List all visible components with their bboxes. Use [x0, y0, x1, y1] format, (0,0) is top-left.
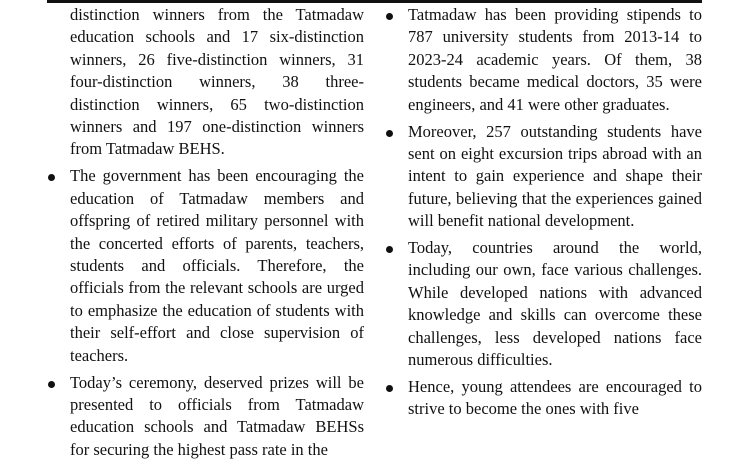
left-column [46, 4, 364, 466]
top-rule [47, 0, 702, 3]
bullet-dot-icon [386, 13, 393, 20]
bullet-dot-icon [386, 246, 393, 253]
bullet-dot-icon [386, 385, 393, 392]
bullet-paragraph [384, 237, 702, 371]
bullet-paragraph [384, 376, 702, 421]
paragraph-text: Today, countries around the world, including our own, face various challenges. While developed nations with advanced knowledge and skills can overcome these challenges, less developed nations face numerous difficulties. [408, 238, 702, 370]
paragraph-text: distinction winners from the Tatmadaw education schools and 17 six-distinction winners, 26 five-distinction winners, 31 four-distinction winners, 38 three-distinction winners, 65 two-distinction winners and 197 one-distinction winners from Tatmadaw BEHS. [70, 5, 364, 159]
paragraph-text: The government has been encouraging the education of Tatmadaw members and offspring of retired military personnel with the concerted efforts of parents, teachers, students and officials. Therefore, the officials from the relevant schools are urged to emphasize the education of students with their self-effort and close supervision of teachers. [70, 166, 364, 365]
right-column [384, 4, 702, 425]
bullet-dot-icon [386, 130, 393, 137]
continued-paragraph [46, 4, 364, 161]
paragraph-text: Today’s ceremony, deserved prizes will be presented to officials from Tatmadaw education schools and Tatmadaw BEHSs for securing the highest pass rate in the [70, 372, 364, 459]
bullet-dot-icon [48, 381, 55, 388]
paragraph-text: Hence, young attendees are encouraged to strive to become the ones with five [408, 377, 702, 419]
bullet-paragraph [384, 4, 702, 116]
bullet-paragraph [46, 372, 364, 462]
bullet-paragraph [46, 165, 364, 367]
paragraph-text: Tatmadaw has been providing stipends to 787 university students from 2013-14 to 2023-24 academic years. Of them, 38 students became medical doctors, 35 were engineers, and 41 were other graduates. [408, 5, 702, 114]
bullet-dot-icon [48, 174, 55, 181]
paragraph-text: Moreover, 257 outstanding students have sent on eight excursion trips abroad with an intent to gain experience and shape their future, believing that the experiences gained will benefit national development. [408, 121, 702, 231]
bullet-paragraph [384, 121, 702, 233]
